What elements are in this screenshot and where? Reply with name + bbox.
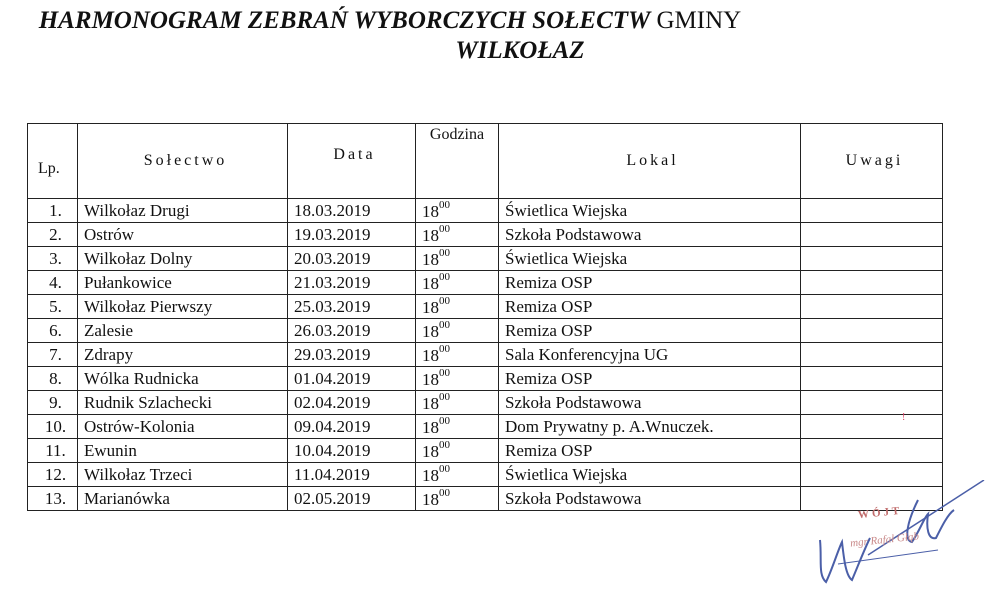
table-row xyxy=(28,463,943,487)
table-row xyxy=(28,487,943,511)
cell-data: 10.04.2019 xyxy=(288,439,416,463)
minute-value: 00 xyxy=(439,439,450,451)
cell-godzina xyxy=(416,295,499,319)
table-row xyxy=(28,319,943,343)
cell-solectwo: Wólka Rudnicka xyxy=(78,367,288,391)
cell-uwagi xyxy=(801,247,943,271)
cell-lp: 6. xyxy=(28,319,78,343)
schedule-table xyxy=(27,123,943,511)
minute-value: 00 xyxy=(439,223,450,235)
cell-godzina xyxy=(416,391,499,415)
cell-lokal: Dom Prywatny p. A.Wnuczek. xyxy=(499,415,801,439)
hour-value: 18 xyxy=(422,394,439,413)
cell-lp: 11. xyxy=(28,439,78,463)
cell-lp: 9. xyxy=(28,391,78,415)
cell-solectwo: Pułankowice xyxy=(78,271,288,295)
cell-godzina xyxy=(416,199,499,223)
cell-solectwo: Wilkołaz Trzeci xyxy=(78,463,288,487)
hour-value: 18 xyxy=(422,370,439,389)
cell-data: 20.03.2019 xyxy=(288,247,416,271)
minute-value: 00 xyxy=(439,271,450,283)
cell-lp: 13. xyxy=(28,487,78,511)
cell-godzina xyxy=(416,343,499,367)
header-lp: Lp. xyxy=(28,124,78,199)
minute-value: 00 xyxy=(439,295,450,307)
minute-value: 00 xyxy=(439,391,450,403)
minute-value: 00 xyxy=(439,367,450,379)
hour-value: 18 xyxy=(422,322,439,341)
cell-lokal: Sala Konferencyjna UG xyxy=(499,343,801,367)
cell-data: 18.03.2019 xyxy=(288,199,416,223)
cell-solectwo: Zalesie xyxy=(78,319,288,343)
cell-solectwo: Ewunin xyxy=(78,439,288,463)
hour-value: 18 xyxy=(422,250,439,269)
hour-value: 18 xyxy=(422,202,439,221)
cell-solectwo: Ostrów xyxy=(78,223,288,247)
cell-data: 02.04.2019 xyxy=(288,391,416,415)
cell-lp: 7. xyxy=(28,343,78,367)
cell-data: 09.04.2019 xyxy=(288,415,416,439)
cell-godzina xyxy=(416,439,499,463)
hour-value: 18 xyxy=(422,418,439,437)
table-row xyxy=(28,295,943,319)
cell-godzina xyxy=(416,319,499,343)
stamp-role: WÓJT xyxy=(857,504,903,522)
cell-godzina xyxy=(416,415,499,439)
cell-data: 26.03.2019 xyxy=(288,319,416,343)
header-solectwo: Sołectwo xyxy=(78,124,288,199)
cell-lp: 3. xyxy=(28,247,78,271)
cell-godzina xyxy=(416,223,499,247)
table-row xyxy=(28,415,943,439)
cell-lp: 5. xyxy=(28,295,78,319)
cell-uwagi xyxy=(801,199,943,223)
cell-solectwo: Wilkołaz Drugi xyxy=(78,199,288,223)
hour-value: 18 xyxy=(422,442,439,461)
cell-data: 11.04.2019 xyxy=(288,463,416,487)
cell-uwagi xyxy=(801,295,943,319)
cell-lokal: Szkoła Podstawowa xyxy=(499,391,801,415)
cell-lokal: Remiza OSP xyxy=(499,367,801,391)
header-row xyxy=(28,124,943,199)
cell-godzina xyxy=(416,247,499,271)
cell-solectwo: Marianówka xyxy=(78,487,288,511)
cell-godzina xyxy=(416,271,499,295)
hour-value: 18 xyxy=(422,274,439,293)
cell-uwagi xyxy=(801,391,943,415)
cell-lokal: Świetlica Wiejska xyxy=(499,199,801,223)
header-uwagi: Uwagi xyxy=(801,124,943,199)
table-row xyxy=(28,223,943,247)
cell-data: 25.03.2019 xyxy=(288,295,416,319)
cell-solectwo: Ostrów-Kolonia xyxy=(78,415,288,439)
title-line1-regular: GMINY xyxy=(650,7,742,34)
cell-lokal: Remiza OSP xyxy=(499,319,801,343)
title-line2: WILKOŁAZ xyxy=(455,37,585,64)
cell-lokal: Remiza OSP xyxy=(499,271,801,295)
cell-lokal: Świetlica Wiejska xyxy=(499,247,801,271)
cell-lokal: Szkoła Podstawowa xyxy=(499,223,801,247)
cell-data: 21.03.2019 xyxy=(288,271,416,295)
table-row xyxy=(28,343,943,367)
cell-godzina xyxy=(416,487,499,511)
cell-godzina xyxy=(416,463,499,487)
header-lokal: Lokal xyxy=(499,124,801,199)
cell-uwagi xyxy=(801,223,943,247)
table-row xyxy=(28,391,943,415)
stray-mark: ǃ xyxy=(902,412,906,423)
cell-data: 19.03.2019 xyxy=(288,223,416,247)
cell-solectwo: Zdrapy xyxy=(78,343,288,367)
minute-value: 00 xyxy=(439,415,450,427)
cell-godzina xyxy=(416,367,499,391)
cell-lp: 12. xyxy=(28,463,78,487)
cell-data: 29.03.2019 xyxy=(288,343,416,367)
cell-lokal: Remiza OSP xyxy=(499,295,801,319)
cell-uwagi xyxy=(801,319,943,343)
table-body xyxy=(28,199,943,511)
cell-lp: 10. xyxy=(28,415,78,439)
hour-value: 18 xyxy=(422,298,439,317)
hour-value: 18 xyxy=(422,226,439,245)
minute-value: 00 xyxy=(439,319,450,331)
cell-uwagi xyxy=(801,271,943,295)
cell-lp: 4. xyxy=(28,271,78,295)
document-title xyxy=(0,6,1000,66)
minute-value: 00 xyxy=(439,199,450,211)
cell-solectwo: Wilkołaz Dolny xyxy=(78,247,288,271)
table-row xyxy=(28,199,943,223)
cell-data: 01.04.2019 xyxy=(288,367,416,391)
hour-value: 18 xyxy=(422,490,439,509)
minute-value: 00 xyxy=(439,463,450,475)
header-godzina: Godzina xyxy=(416,124,499,199)
minute-value: 00 xyxy=(439,343,450,355)
cell-uwagi xyxy=(801,343,943,367)
cell-lp: 1. xyxy=(28,199,78,223)
cell-lp: 2. xyxy=(28,223,78,247)
cell-lokal: Szkoła Podstawowa xyxy=(499,487,801,511)
minute-value: 00 xyxy=(439,247,450,259)
cell-solectwo: Rudnik Szlachecki xyxy=(78,391,288,415)
table-row xyxy=(28,367,943,391)
cell-lokal: Remiza OSP xyxy=(499,439,801,463)
cell-uwagi xyxy=(801,415,943,439)
table-row xyxy=(28,247,943,271)
title-line1-italic: HARMONOGRAM ZEBRAŃ WYBORCZYCH SOŁECTW xyxy=(38,7,651,34)
cell-uwagi xyxy=(801,367,943,391)
cell-uwagi xyxy=(801,439,943,463)
cell-solectwo: Wilkołaz Pierwszy xyxy=(78,295,288,319)
hour-value: 18 xyxy=(422,466,439,485)
hour-value: 18 xyxy=(422,346,439,365)
cell-lokal: Świetlica Wiejska xyxy=(499,463,801,487)
stamp-name: mgr Rafał Głąb xyxy=(849,530,920,550)
header-data: Data xyxy=(288,124,416,199)
cell-lp: 8. xyxy=(28,367,78,391)
table-row xyxy=(28,439,943,463)
cell-data: 02.05.2019 xyxy=(288,487,416,511)
table-row xyxy=(28,271,943,295)
minute-value: 00 xyxy=(439,487,450,499)
